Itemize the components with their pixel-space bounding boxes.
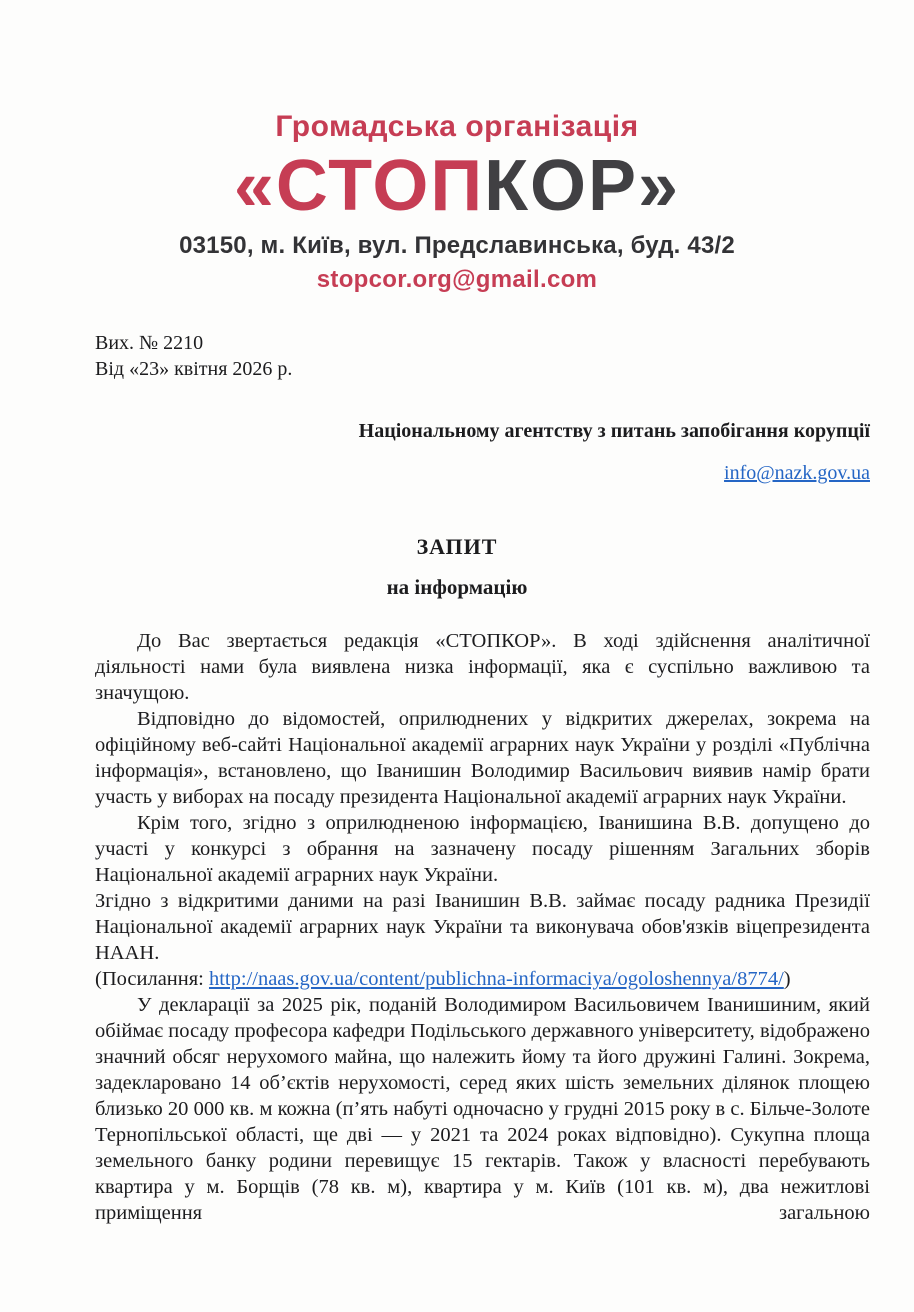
org-type-label: Громадська організація <box>275 110 639 143</box>
outgoing-meta <box>95 330 870 382</box>
recipient-name: Національному агентству з питань запобігання корупції <box>358 420 870 442</box>
ref-number: Вих. № 2210 <box>95 332 204 354</box>
document-title-block <box>0 534 914 600</box>
paragraph-intro: До Вас звертається редакція «СТОПКОР». В ході здійснення аналітичної діяльності нами була виявлена низка інформації, яка є суспільно важливою та значущою. <box>95 630 870 704</box>
paragraph-reference <box>95 966 870 992</box>
paragraph-sources: Відповідно до відомостей, оприлюднених у відкритих джерелах, зокрема на офіційному веб-сайті Національної академії аграрних наук України у розділі «Публічна інформація», встановлено, що Іванишин Володимир Васильович виявив намір брати участь у виборах на посаду президента Національної академії аграрних наук України. <box>95 708 870 808</box>
naas-hyperlink[interactable]: http://naas.gov.ua/content/publichna-informaciya/ogoloshennya/8774/ <box>208 968 784 990</box>
paragraph-current-position: Згідно з відкритими даними на разі Іванишин В.В. займає посаду радника Президії Національної академії аграрних наук України та виконувача обов'язків віцепрезидента НААН. <box>95 890 870 964</box>
link-prefix: (Посилання: <box>95 968 209 990</box>
paragraph-admission: Крім того, згідно з оприлюдненою інформацією, Іванишина В.В. допущено до участі у конкурсі з обрання на зазначену посаду рішенням Загальних зборів Національної академії аграрних наук України. <box>95 812 870 886</box>
org-logo <box>0 146 914 226</box>
org-logo-dark-part: КОР» <box>484 146 681 226</box>
date-line: Від «23» квітня 2026 р. <box>95 358 293 380</box>
recipient-block <box>95 418 870 486</box>
paragraph-declaration: У декларації за 2025 рік, поданій Володимиром Васильовичем Іванишиним, який обіймає посаду професора кафедри Подільського державного університету, відображено значний обсяг нерухомого майна, що належить йому та його дружині Галині. Зокрема, задекларовано 14 об’єктів нерухомості, серед яких шість земельних ділянок площею близько 20 000 кв. м кожна (п’ять набуті одночасно у грудні 2015 року в с. Більче-Золоте Тернопільської області, ще дві — у 2021 та 2024 роках відповідно). Сукупна площа земельного банку родини перевищує 15 гектарів. Також у власності перебувають квартира у м. Борщів (78 кв. м), квартира у м. Київ (101 кв. м), два нежитлові приміщення загальною <box>95 994 870 1224</box>
document-body <box>95 628 870 1226</box>
recipient-email-link[interactable]: info@nazk.gov.ua <box>724 462 870 484</box>
org-email: stopcor.org@gmail.com <box>316 266 598 293</box>
letterhead <box>0 0 914 294</box>
org-logo-red-part: «СТОП <box>233 146 485 226</box>
document-subtitle: на інформацію <box>386 575 528 599</box>
link-suffix: ) <box>783 968 791 990</box>
org-address: 03150, м. Київ, вул. Предславинська, буд. 43/2 <box>179 232 735 259</box>
document-title: ЗАПИТ <box>416 534 498 559</box>
